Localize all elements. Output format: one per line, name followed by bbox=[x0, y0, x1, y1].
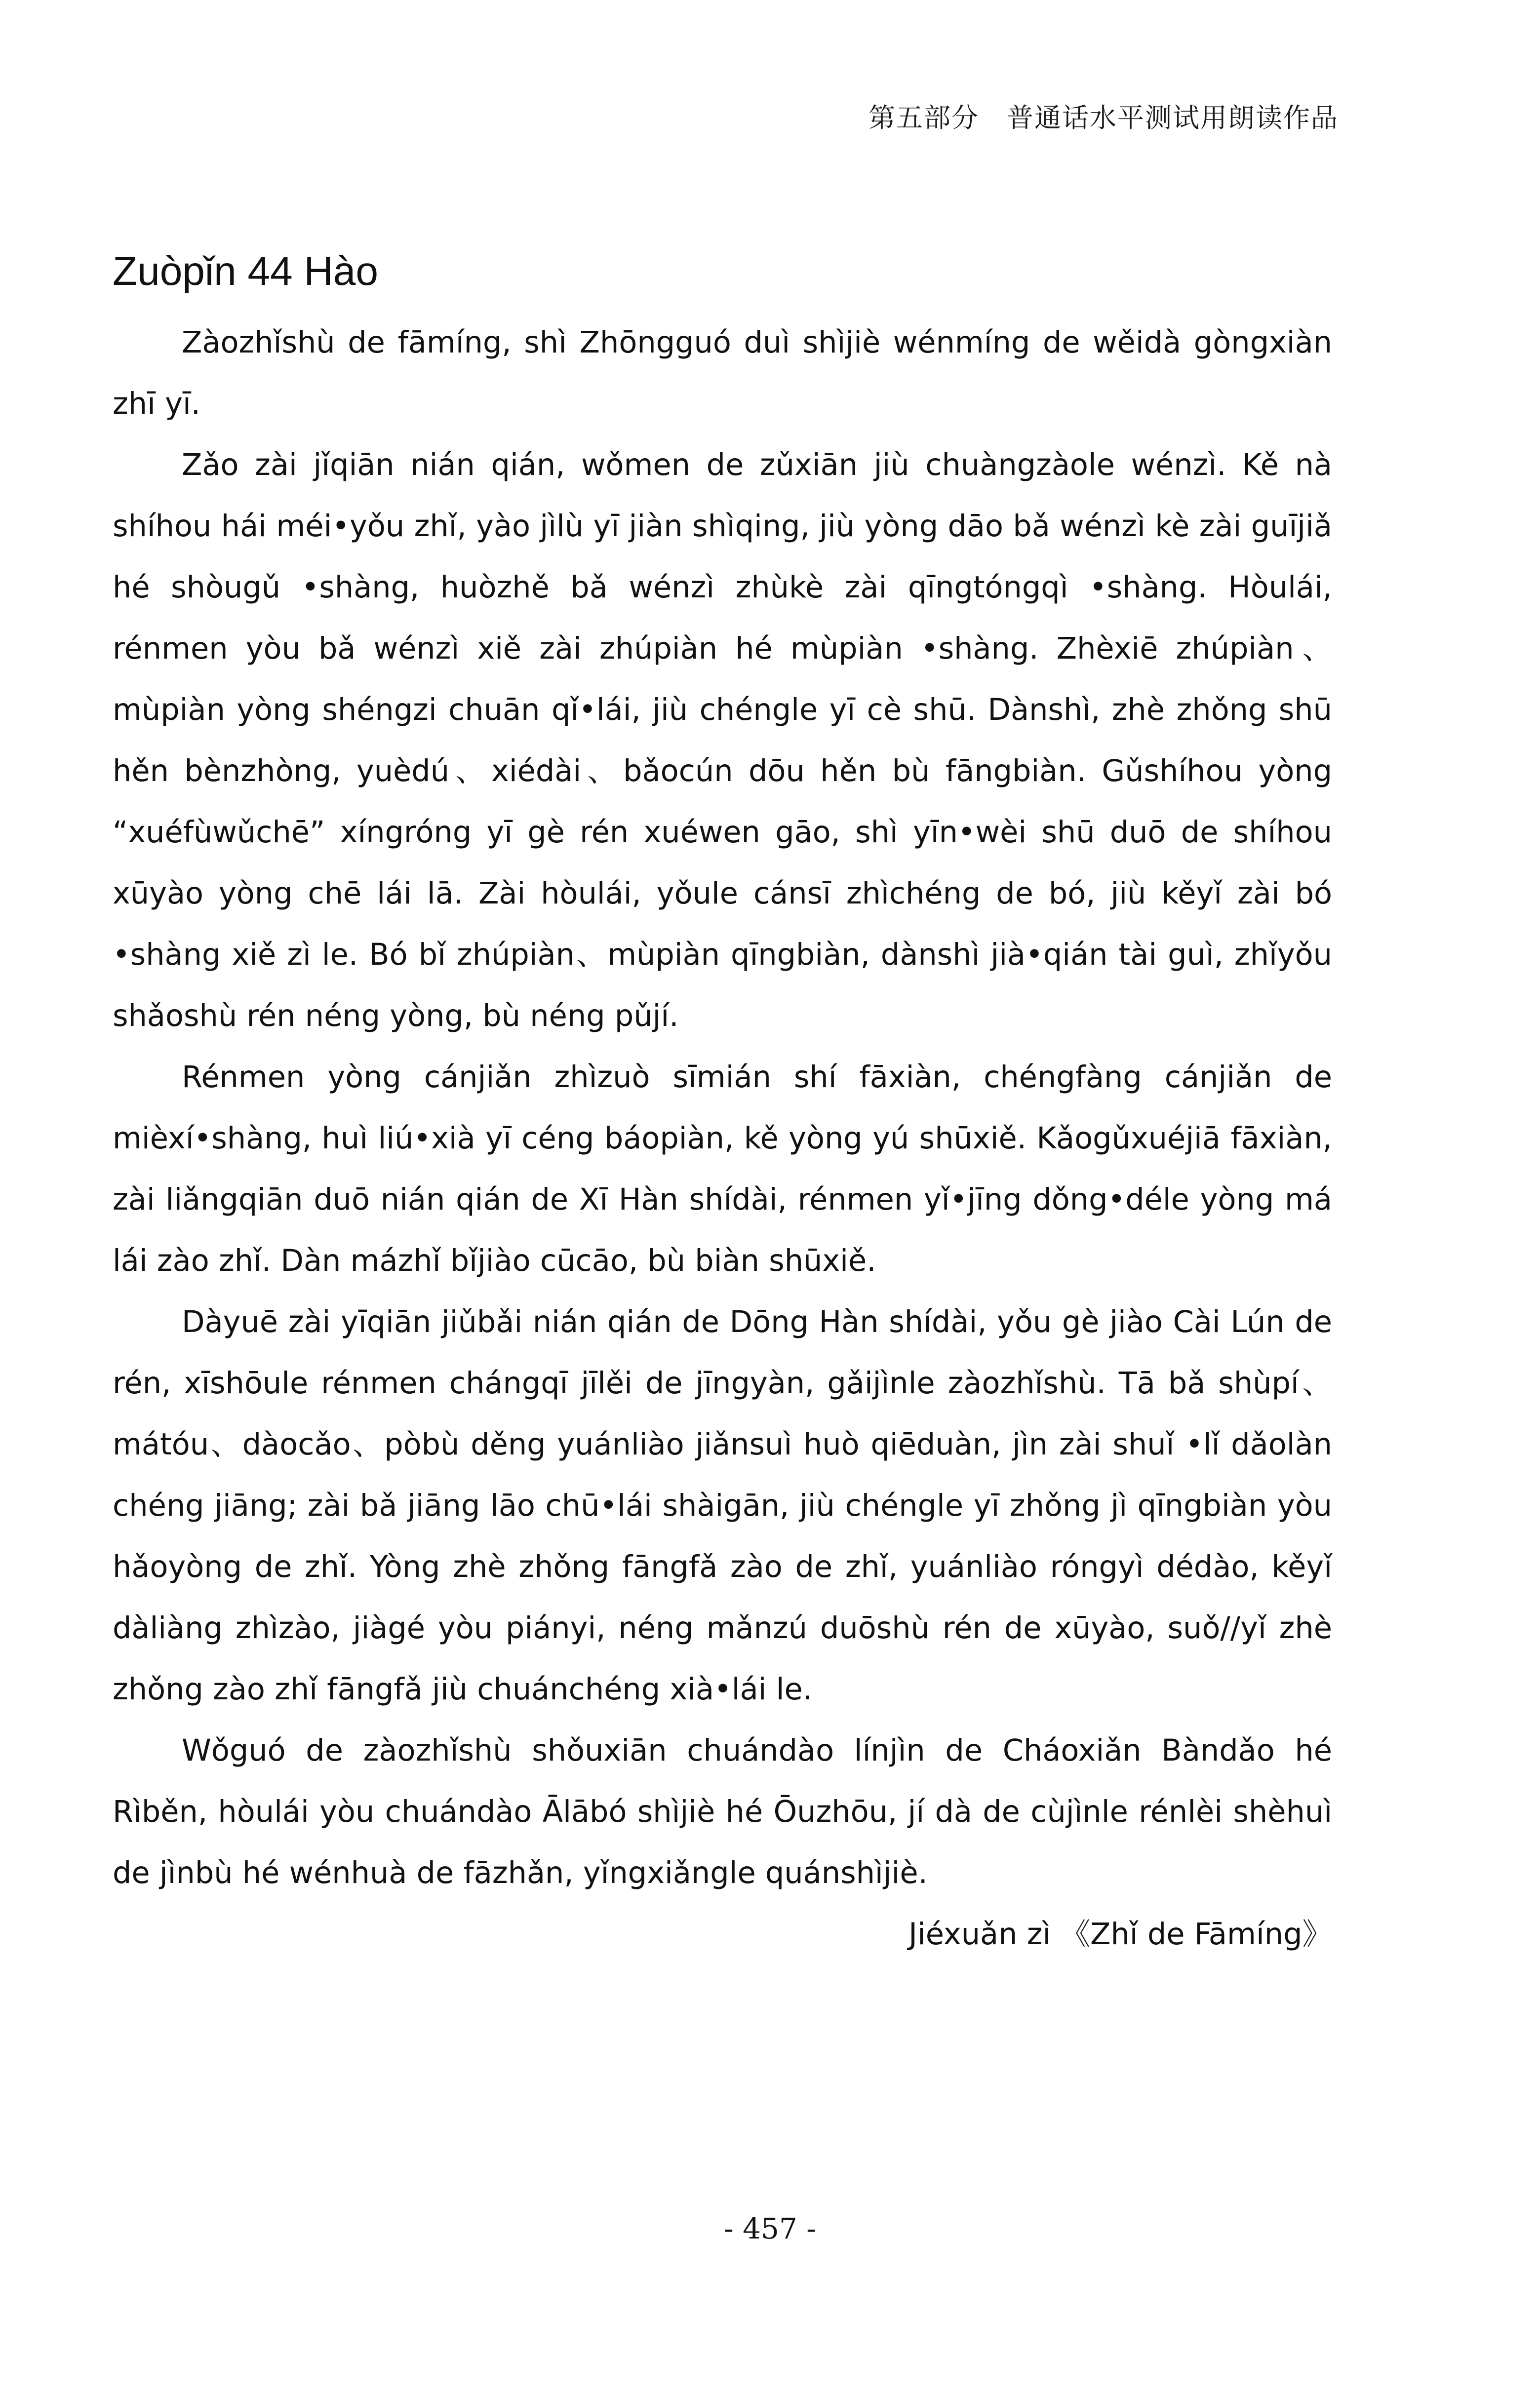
article-title: Zuòpǐn 44 Hào bbox=[113, 249, 378, 294]
header-part: 第五部分 bbox=[869, 102, 979, 133]
source-citation: Jiéxuǎn zì 《Zhǐ de Fāmíng》 bbox=[908, 1917, 1332, 1952]
running-header bbox=[869, 97, 1339, 135]
paragraph-5: Wǒguó de zàozhǐshù shǒuxiān chuándào línjìn de Cháoxiǎn Bàndǎo hé Rìběn, hòulái yòu chuándào Ālābó shìjiè hé Ōuzhōu, jí dà de cùjìnle rénlèi shèhuì de jìnbù hé wénhuà de fāzhǎn, yǐngxiǎngle quánshìjiè. bbox=[113, 1733, 1332, 1890]
paragraph-2: Zǎo zài jǐqiān nián qián, wǒmen de zǔxiān jiù chuàngzàole wénzì. Kě nà shíhou hái méi•yǒu zhǐ, yào jìlù yī jiàn shìqing, jiù yòng dāo bǎ wénzì kè zài guījiǎ hé shòugǔ •shàng, huòzhě bǎ wénzì zhùkè zài qīngtóngqì •shàng. Hòulái, rénmen yòu bǎ wénzì xiě zài zhúpiàn hé mùpiàn •shàng. Zhèxiē zhúpiàn、mùpiàn yòng shéngzi chuān qǐ•lái, jiù chéngle yī cè shū. Dànshì, zhè zhǒng shū hěn bènzhòng, yuèdú、xiédài、bǎocún dōu hěn bù fāngbiàn. Gǔshíhou yòng “xuéfùwǔchē” xíngróng yī gè rén xuéwen gāo, shì yīn•wèi shū duō de shíhou xūyào yòng chē lái lā. Zài hòulái, yǒule cánsī zhìchéng de bó, jiù kěyǐ zài bó •shàng xiě zì le. Bó bǐ zhúpiàn、mùpiàn qīngbiàn, dànshì jià•qián tài guì, zhǐyǒu shǎoshù rén néng yòng, bù néng pǔjí. bbox=[113, 448, 1332, 1033]
paragraph-4: Dàyuē zài yīqiān jiǔbǎi nián qián de Dōng Hàn shídài, yǒu gè jiào Cài Lún de rén, xīshōule rénmen chángqī jīlěi de jīngyàn, gǎijìnle zàozhǐshù. Tā bǎ shùpí、mátóu、dàocǎo、pòbù děng yuánliào jiǎnsuì huò qiēduàn, jìn zài shuǐ •lǐ dǎolàn chéng jiāng; zài bǎ jiāng lāo chū•lái shàigān, jiù chéngle yī zhǒng jì qīngbiàn yòu hǎoyòng de zhǐ. Yòng zhè zhǒng fāngfǎ zào de zhǐ, yuánliào róngyì dédào, kěyǐ dàliàng zhìzào, jiàgé yòu piányi, néng mǎnzú duōshù rén de xūyào, suǒ//yǐ zhè zhǒng zào zhǐ fāngfǎ jiù chuánchéng xià•lái le. bbox=[113, 1305, 1332, 1707]
article bbox=[113, 242, 1332, 1965]
paragraph-3: Rénmen yòng cánjiǎn zhìzuò sīmián shí fāxiàn, chéngfàng cánjiǎn de mièxí•shàng, huì liú•xià yī céng báopiàn, kě yòng yú shūxiě. Kǎogǔxuéjiā fāxiàn, zài liǎngqiān duō nián qián de Xī Hàn shídài, rénmen yǐ•jīng dǒng•déle yòng má lái zào zhǐ. Dàn mázhǐ bǐjiào cūcāo, bù biàn shūxiě. bbox=[113, 1060, 1332, 1278]
header-section: 普通话水平测试用朗读作品 bbox=[1007, 102, 1339, 133]
paragraph-1: Zàozhǐshù de fāmíng, shì Zhōngguó duì shìjiè wénmíng de wěidà gòngxiàn zhī yī. bbox=[113, 325, 1332, 421]
page-number: - 457 - bbox=[724, 2212, 816, 2245]
